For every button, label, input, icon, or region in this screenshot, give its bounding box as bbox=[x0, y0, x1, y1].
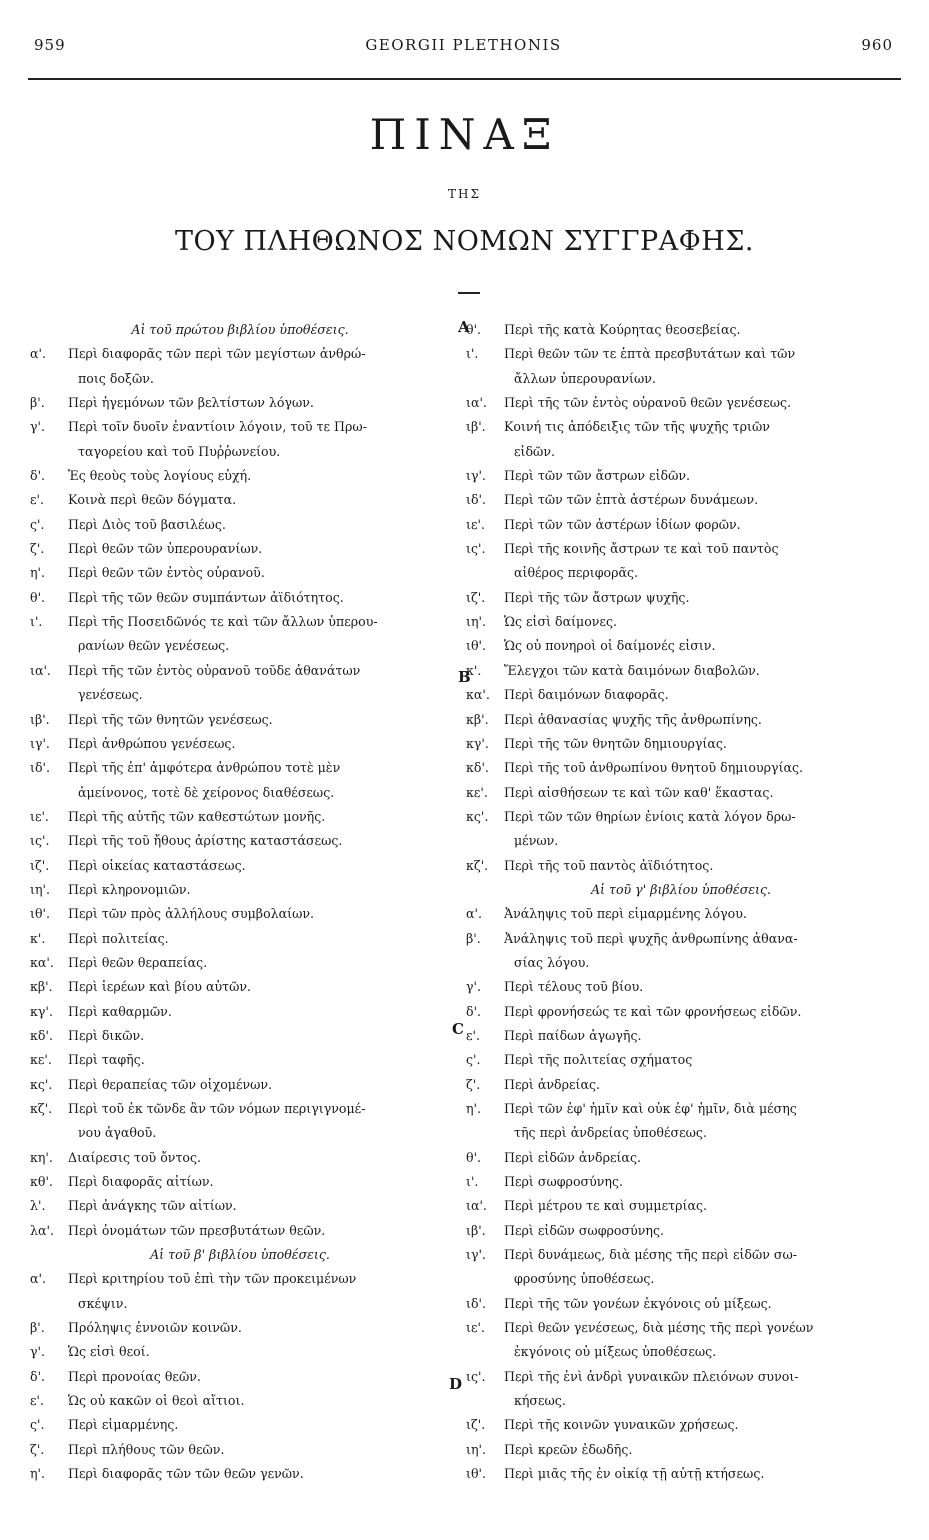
entry-continuation: ἐκγόνοις οὐ μίξεως ὑποθέσεως. bbox=[514, 1344, 717, 1360]
toc-entry bbox=[30, 464, 450, 488]
entry-number: ιγ'. bbox=[466, 1247, 486, 1263]
sub-title: ΤΗΣ bbox=[448, 187, 481, 201]
entry-text: Περὶ οἰκείας καταστάσεως. bbox=[68, 857, 246, 873]
toc-entry bbox=[466, 756, 896, 780]
toc-entry bbox=[30, 342, 450, 366]
entry-text: Περὶ θεῶν τῶν ἐντὸς οὐρανοῦ. bbox=[68, 565, 265, 581]
entry-text: Περὶ θεῶν τῶν τε ἑπτὰ πρεσβυτάτων καὶ τῶν bbox=[504, 346, 796, 362]
toc-entry bbox=[466, 1438, 896, 1462]
entry-number: ιη'. bbox=[30, 881, 50, 897]
entry-continuation: σκέψιν. bbox=[78, 1295, 128, 1311]
entry-number: κς'. bbox=[30, 1076, 53, 1092]
toc-entry bbox=[30, 1316, 450, 1340]
entry-continuation: νου ἀγαθοῦ. bbox=[78, 1125, 157, 1141]
entry-number: κη'. bbox=[30, 1149, 53, 1165]
toc-entry bbox=[30, 1438, 450, 1462]
entry-text: Περὶ τῆς ἑνὶ ἀνδρὶ γυναικῶν πλειόνων συνοι- bbox=[504, 1368, 799, 1384]
toc-entry bbox=[30, 732, 450, 756]
entry-text: Περὶ δαιμόνων διαφορᾶς. bbox=[504, 687, 669, 703]
toc-entry bbox=[466, 318, 896, 342]
entry-number: ιθ'. bbox=[466, 638, 486, 654]
entry-number: ιβ'. bbox=[466, 1222, 486, 1238]
entry-number: α'. bbox=[30, 1271, 46, 1287]
toc-entry bbox=[466, 513, 896, 537]
toc-entry bbox=[30, 708, 450, 732]
toc-entry bbox=[30, 1024, 450, 1048]
section-heading: Αἱ τοῦ γ' βιβλίου ὑποθέσεις. bbox=[590, 881, 772, 897]
entry-text: Περὶ ἀνάγκης τῶν αἰτίων. bbox=[68, 1198, 237, 1214]
entry-text: Περὶ τῆς τῶν θνητῶν γενέσεως. bbox=[68, 711, 273, 727]
toc-entry bbox=[30, 1048, 450, 1072]
entry-continuation: κήσεως. bbox=[514, 1393, 566, 1409]
header-rule bbox=[28, 78, 901, 80]
entry-number: α'. bbox=[466, 906, 482, 922]
entry-number: κ'. bbox=[30, 930, 46, 946]
entry-number: β'. bbox=[30, 395, 45, 411]
main-title: ΠΙΝΑΞ bbox=[369, 110, 560, 159]
entry-number: η'. bbox=[30, 565, 46, 581]
toc-entry bbox=[466, 391, 896, 415]
entry-number: ι'. bbox=[466, 1174, 479, 1190]
entry-number: ιθ'. bbox=[466, 1466, 486, 1482]
toc-entry bbox=[30, 561, 450, 585]
toc-entry bbox=[466, 902, 896, 926]
entry-text: Περὶ τῶν τῶν ἄστρων εἰδῶν. bbox=[504, 468, 691, 484]
entry-continuation: σίας λόγου. bbox=[514, 954, 590, 970]
toc-entry bbox=[30, 1413, 450, 1437]
toc-entry bbox=[466, 1097, 896, 1121]
toc-entry bbox=[30, 1267, 450, 1291]
toc-entry bbox=[466, 586, 896, 610]
page-number-left: 959 bbox=[34, 36, 66, 54]
entry-number: ε'. bbox=[466, 1027, 480, 1043]
entry-text: Περὶ τοῖν δυοῖν ἐναντίοιν λόγοιν, τοῦ τε Πρω- bbox=[68, 419, 367, 435]
entry-number: γ'. bbox=[30, 419, 45, 435]
toc-entry bbox=[30, 1365, 450, 1389]
toc-entry bbox=[30, 1073, 450, 1097]
entry-number: ις'. bbox=[466, 1368, 486, 1384]
entry-continuation: τῆς περὶ ἀνδρείας ὑποθέσεως. bbox=[514, 1125, 707, 1141]
toc-entry bbox=[466, 1194, 896, 1218]
entry-number: γ'. bbox=[466, 979, 481, 995]
entry-text: Ὡς οὐ κακῶν οἱ θεοὶ αἴτιοι. bbox=[68, 1393, 245, 1409]
toc-entry bbox=[466, 1365, 896, 1389]
toc-entry bbox=[30, 1389, 450, 1413]
entry-continuation: ρανίων θεῶν γενέσεως. bbox=[78, 638, 230, 654]
toc-entry bbox=[30, 391, 450, 415]
entry-text: Περὶ τῆς τῶν ἄστρων ψυχῆς. bbox=[504, 589, 690, 605]
entry-text: Περὶ ἀθανασίας ψυχῆς τῆς ἀνθρωπίνης. bbox=[504, 711, 762, 727]
entry-text: Ἀνάληψις τοῦ περὶ ψυχῆς ἀνθρωπίνης ἀθανα- bbox=[504, 930, 798, 946]
title-dash bbox=[458, 292, 480, 294]
entry-text: Περὶ πολιτείας. bbox=[68, 930, 169, 946]
margin-letter-c: C bbox=[452, 1020, 464, 1038]
entry-number: κγ'. bbox=[30, 1003, 53, 1019]
toc-entry bbox=[466, 1292, 896, 1316]
toc-entry bbox=[30, 1000, 450, 1024]
entry-number: ιβ'. bbox=[30, 711, 50, 727]
toc-entry bbox=[30, 1146, 450, 1170]
entry-number: ς'. bbox=[466, 1052, 481, 1068]
entry-number: λ'. bbox=[30, 1198, 46, 1214]
entry-text: Περὶ εἰδῶν σωφροσύνης. bbox=[504, 1222, 665, 1238]
entry-text: Περὶ τοῦ ἐκ τῶνδε ἂν τῶν νόμων περιγιγνομέ- bbox=[68, 1101, 366, 1116]
entry-text: Περὶ Διὸς τοῦ βασιλέως. bbox=[68, 516, 226, 532]
entry-text: Περὶ μέτρου τε καὶ συμμετρίας. bbox=[504, 1198, 708, 1214]
toc-entry bbox=[466, 1413, 896, 1437]
entry-text: Περὶ τῶν τῶν ἀστέρων ἰδίων φορῶν. bbox=[504, 516, 741, 532]
toc-entry bbox=[466, 732, 896, 756]
toc-entry bbox=[30, 854, 450, 878]
toc-entry bbox=[466, 610, 896, 634]
toc-entry bbox=[30, 610, 450, 634]
running-head bbox=[34, 36, 893, 58]
entry-text: Περὶ τῆς τοῦ ἤθους ἀρίστης καταστάσεως. bbox=[68, 833, 343, 849]
toc-entry bbox=[30, 537, 450, 561]
entry-continuation: ἀμείνονος, τοτὲ δὲ χείρονος διαθέσεως. bbox=[78, 784, 335, 800]
entry-number: δ'. bbox=[466, 1003, 482, 1019]
entry-text: Περὶ ταφῆς. bbox=[68, 1052, 145, 1068]
toc-entry bbox=[466, 1219, 896, 1243]
toc-entry bbox=[466, 634, 896, 658]
entry-number: ις'. bbox=[466, 541, 486, 557]
toc-entry bbox=[466, 1316, 896, 1340]
entry-text: Περὶ τῆς τῶν ἐντὸς οὐρανοῦ τοῦδε ἀθανάτων bbox=[68, 662, 361, 678]
entry-text: Περὶ πλήθους τῶν θεῶν. bbox=[68, 1441, 225, 1457]
entry-number: ζ'. bbox=[30, 1441, 45, 1457]
entry-number: κζ'. bbox=[466, 857, 489, 873]
toc-entry bbox=[466, 805, 896, 829]
toc-entry bbox=[30, 756, 450, 780]
entry-text: Περὶ διαφορᾶς αἰτίων. bbox=[68, 1174, 214, 1190]
running-title: GEORGII PLETHONIS bbox=[365, 36, 562, 54]
entry-number: κβ'. bbox=[466, 711, 489, 727]
entry-text: Περὶ διαφορᾶς τῶν περὶ τῶν μεγίστων ἀνθρώ- bbox=[68, 346, 366, 362]
entry-number: γ'. bbox=[30, 1344, 45, 1360]
work-title: ΤΟΥ ΠΛΗΘΩΝΟΣ ΝΟΜΩΝ ΣΥΓΓΡΑΦΗΣ. bbox=[175, 226, 754, 257]
toc-entry bbox=[30, 586, 450, 610]
toc-entry bbox=[30, 1340, 450, 1364]
toc-entry bbox=[30, 488, 450, 512]
entry-number: ια'. bbox=[466, 1198, 487, 1214]
entry-text: Περὶ καθαρμῶν. bbox=[68, 1003, 172, 1019]
entry-number: κα'. bbox=[30, 954, 54, 970]
toc-entry bbox=[30, 1170, 450, 1194]
entry-continuation: ἄλλων ὑπερουρανίων. bbox=[514, 370, 656, 386]
entry-number: ς'. bbox=[30, 1417, 45, 1433]
entry-number: κγ'. bbox=[466, 735, 489, 751]
entry-number: κθ'. bbox=[30, 1174, 53, 1190]
entry-text: Περὶ τῶν ἐφ' ἡμῖν καὶ οὐκ ἐφ' ἡμῖν, διὰ μέσης bbox=[504, 1101, 797, 1116]
margin-letter-a: A bbox=[458, 318, 470, 336]
toc-entry bbox=[466, 342, 896, 366]
toc-entry bbox=[466, 1024, 896, 1048]
toc-entry bbox=[30, 927, 450, 951]
entry-number: ιδ'. bbox=[466, 1295, 486, 1311]
entry-text: Περὶ τῆς τοῦ παντὸς ἀϊδιότητος. bbox=[504, 857, 714, 873]
toc-entry bbox=[466, 781, 896, 805]
entry-number: η'. bbox=[30, 1466, 46, 1482]
entry-text: Περὶ φρονήσεώς τε καὶ τῶν φρονήσεως εἰδῶν. bbox=[504, 1003, 802, 1019]
entry-number: δ'. bbox=[30, 1368, 46, 1384]
entry-number: θ'. bbox=[466, 1149, 482, 1165]
entry-text: Ἐς θεοὺς τοὺς λογίους εὐχή. bbox=[68, 468, 252, 484]
margin-letter-b: B bbox=[458, 668, 471, 686]
entry-number: ιζ'. bbox=[466, 589, 486, 605]
entry-continuation: φροσύνης ὑποθέσεως. bbox=[514, 1271, 655, 1287]
entry-text: Περὶ θεῶν θεραπείας. bbox=[68, 954, 208, 970]
entry-text: Ὡς εἰσὶ θεοί. bbox=[68, 1344, 150, 1360]
toc-entry bbox=[466, 1462, 896, 1486]
entry-number: κε'. bbox=[30, 1052, 52, 1068]
section-heading: Αἱ τοῦ β' βιβλίου ὑποθέσεις. bbox=[150, 1247, 330, 1263]
toc-entry bbox=[30, 975, 450, 999]
toc-entry bbox=[30, 805, 450, 829]
entry-number: κ'. bbox=[466, 662, 482, 678]
entry-number: η'. bbox=[466, 1101, 482, 1116]
entry-text: Περὶ προνοίας θεῶν. bbox=[68, 1368, 201, 1384]
entry-number: δ'. bbox=[30, 468, 46, 484]
toc-entry bbox=[30, 902, 450, 926]
toc-entry bbox=[466, 708, 896, 732]
entry-text: Περὶ τῆς τῶν γονέων ἐκγόνοις οὐ μίξεως. bbox=[504, 1295, 772, 1311]
toc-entry bbox=[466, 1048, 896, 1072]
entry-number: ε'. bbox=[30, 492, 44, 508]
entry-number: ιγ'. bbox=[466, 468, 486, 484]
entry-number: κδ'. bbox=[466, 760, 489, 776]
entry-text: Περὶ τῶν τῶν ἑπτὰ ἀστέρων δυνάμεων. bbox=[504, 492, 759, 508]
toc-entry bbox=[30, 659, 450, 683]
entry-number: ιε'. bbox=[30, 808, 49, 824]
entry-number: ιδ'. bbox=[30, 760, 50, 776]
entry-text: Περὶ εἰδῶν ἀνδρείας. bbox=[504, 1149, 641, 1165]
entry-continuation: γενέσεως. bbox=[78, 687, 143, 703]
entry-text: Περὶ ἱερέων καὶ βίου αὐτῶν. bbox=[68, 979, 252, 995]
toc-entry bbox=[466, 1170, 896, 1194]
toc-entry bbox=[466, 683, 896, 707]
entry-number: ιε'. bbox=[466, 516, 485, 532]
toc-entry bbox=[30, 951, 450, 975]
toc-entry bbox=[466, 488, 896, 512]
toc-entry bbox=[466, 464, 896, 488]
toc-entry bbox=[30, 1462, 450, 1486]
entry-number: κς'. bbox=[466, 808, 489, 824]
entry-text: Περὶ τέλους τοῦ βίου. bbox=[504, 979, 644, 995]
entry-number: ια'. bbox=[466, 395, 487, 411]
entry-number: κβ'. bbox=[30, 979, 53, 995]
entry-text: Περὶ τῆς τῶν θεῶν συμπάντων ἀϊδιότητος. bbox=[68, 589, 344, 605]
entry-continuation: αἰθέρος περιφορᾶς. bbox=[514, 565, 639, 581]
entry-number: κδ'. bbox=[30, 1027, 53, 1043]
entry-text: Περὶ κρεῶν ἐδωδῆς. bbox=[504, 1441, 633, 1457]
toc-entry bbox=[466, 927, 896, 951]
toc-entry bbox=[466, 1073, 896, 1097]
entry-continuation: εἰδῶν. bbox=[514, 443, 555, 459]
entry-number: ζ'. bbox=[30, 541, 45, 557]
entry-text: Περὶ κριτηρίου τοῦ ἐπὶ τὴν τῶν προκειμένων bbox=[68, 1271, 357, 1287]
toc-entry bbox=[466, 1146, 896, 1170]
section-heading: Αἱ τοῦ πρώτου βιβλίου ὑποθέσεις. bbox=[131, 322, 349, 337]
entry-text: Περὶ τῆς πολιτείας σχήματος bbox=[504, 1052, 693, 1068]
entry-text: Περὶ σωφροσύνης. bbox=[504, 1174, 624, 1190]
entry-number: ιθ'. bbox=[30, 906, 50, 922]
toc-entry bbox=[466, 537, 896, 561]
page-number-right: 960 bbox=[861, 36, 893, 54]
entry-number: ιγ'. bbox=[30, 735, 50, 751]
entry-continuation: μένων. bbox=[514, 833, 559, 849]
entry-number: θ'. bbox=[466, 322, 482, 337]
entry-number: ιη'. bbox=[466, 1441, 486, 1457]
entry-text: Περὶ τῆς Ποσειδῶνός τε καὶ τῶν ἄλλων ὑπερου- bbox=[68, 614, 378, 630]
entry-number: ιδ'. bbox=[466, 492, 486, 508]
toc-entry bbox=[30, 878, 450, 902]
entry-text: Περὶ τῆς τῶν θνητῶν δημιουργίας. bbox=[504, 735, 727, 751]
entry-number: ι'. bbox=[30, 614, 43, 630]
entry-text: Περὶ ὀνομάτων τῶν πρεσβυτάτων θεῶν. bbox=[68, 1222, 326, 1238]
toc-entry bbox=[466, 1243, 896, 1267]
toc-entry bbox=[466, 659, 896, 683]
entry-text: Περὶ δυνάμεως, διὰ μέσης τῆς περὶ εἰδῶν σω- bbox=[504, 1247, 798, 1263]
entry-number: β'. bbox=[30, 1320, 45, 1336]
entry-text: Περὶ ἀνθρώπου γενέσεως. bbox=[68, 735, 236, 751]
entry-number: ις'. bbox=[30, 833, 50, 849]
entry-text: Ἔλεγχοι τῶν κατὰ δαιμόνων διαβολῶν. bbox=[504, 662, 760, 678]
entry-text: Πρόληψις ἐννοιῶν κοινῶν. bbox=[68, 1320, 242, 1336]
entry-number: κα'. bbox=[466, 687, 490, 703]
entry-text: Περὶ παίδων ἀγωγῆς. bbox=[504, 1027, 642, 1043]
entry-text: Περὶ ἀνδρείας. bbox=[504, 1076, 601, 1092]
entry-text: Περὶ τῶν πρὸς ἀλλήλους συμβολαίων. bbox=[68, 906, 315, 922]
entry-text: Περὶ τῆς ἐπ' ἀμφότερα ἀνθρώπου τοτὲ μὲν bbox=[68, 760, 341, 776]
entry-text: Κοινὰ περὶ θεῶν δόγματα. bbox=[68, 492, 237, 508]
entry-text: Περὶ κληρονομιῶν. bbox=[68, 881, 191, 897]
entry-text: Διαίρεσις τοῦ ὄντος. bbox=[68, 1149, 202, 1165]
entry-text: Περὶ τῆς κατὰ Κούρητας θεοσεβείας. bbox=[504, 322, 741, 337]
toc-entry bbox=[30, 829, 450, 853]
margin-letter-d: D bbox=[449, 1375, 463, 1393]
entry-number: ε'. bbox=[30, 1393, 44, 1409]
entry-text: Περὶ εἱμαρμένης. bbox=[68, 1417, 179, 1433]
toc-entry bbox=[466, 854, 896, 878]
entry-text: Περὶ τῆς κοινῆς ἄστρων τε καὶ τοῦ παντὸς bbox=[504, 541, 779, 557]
entry-text: Περὶ μιᾶς τῆς ἐν οἰκίᾳ τῇ αὐτῇ κτήσεως. bbox=[504, 1466, 765, 1482]
entry-text: Ὡς οὐ πονηροὶ οἱ δαίμονές εἰσιν. bbox=[504, 638, 716, 654]
entry-text: Περὶ θεῶν τῶν ὑπερουρανίων. bbox=[68, 541, 263, 557]
entry-number: ς'. bbox=[30, 516, 45, 532]
entry-text: Περὶ θεραπείας τῶν οἰχομένων. bbox=[68, 1076, 273, 1092]
entry-text: Ὡς εἰσὶ δαίμονες. bbox=[504, 614, 618, 630]
entry-text: Περὶ δικῶν. bbox=[68, 1027, 145, 1043]
toc-entry bbox=[30, 415, 450, 439]
entry-number: ι'. bbox=[466, 346, 479, 362]
toc-entry bbox=[466, 1000, 896, 1024]
entry-number: β'. bbox=[466, 930, 481, 946]
entry-text: Κοινή τις ἀπόδειξις τῶν τῆς ψυχῆς τριῶν bbox=[504, 419, 770, 435]
entry-number: λα'. bbox=[30, 1222, 54, 1238]
entry-text: Περὶ τῆς τῶν ἐντὸς οὐρανοῦ θεῶν γενέσεως. bbox=[504, 395, 792, 411]
entry-text: Περὶ θεῶν γενέσεως, διὰ μέσης τῆς περὶ γονέων bbox=[504, 1320, 814, 1336]
entry-number: ιη'. bbox=[466, 614, 486, 630]
right-column bbox=[466, 318, 896, 1487]
entry-number: κζ'. bbox=[30, 1101, 53, 1116]
entry-number: ιζ'. bbox=[30, 857, 50, 873]
entry-text: Περὶ τῆς τοῦ ἀνθρωπίνου θνητοῦ δημιουργίας. bbox=[504, 760, 804, 776]
toc-entry bbox=[30, 513, 450, 537]
entry-text: Περὶ τῆς αὐτῆς τῶν καθεστώτων μονῆς. bbox=[68, 808, 326, 824]
entry-number: θ'. bbox=[30, 589, 46, 605]
entry-number: α'. bbox=[30, 346, 46, 362]
toc-entry bbox=[30, 1219, 450, 1243]
entry-number: ιζ'. bbox=[466, 1417, 486, 1433]
entry-text: Ἀνάληψις τοῦ περὶ εἱμαρμένης λόγου. bbox=[504, 906, 747, 922]
entry-continuation: ταγορείου καὶ τοῦ Πυῤῥωνείου. bbox=[78, 443, 281, 459]
entry-text: Περὶ τῶν τῶν θηρίων ἐνίοις κατὰ λόγον δρω- bbox=[504, 808, 796, 824]
entry-text: Περὶ αἰσθήσεων τε καὶ τῶν καθ' ἕκαστας. bbox=[504, 784, 774, 800]
left-column bbox=[30, 318, 450, 1487]
entry-text: Περὶ τῆς κοινῶν γυναικῶν χρήσεως. bbox=[504, 1417, 739, 1433]
entry-number: ιβ'. bbox=[466, 419, 486, 435]
entry-number: κε'. bbox=[466, 784, 488, 800]
entry-text: Περὶ διαφορᾶς τῶν τῶν θεῶν γενῶν. bbox=[68, 1466, 304, 1482]
toc-entry bbox=[30, 1097, 450, 1121]
toc-entry bbox=[466, 975, 896, 999]
entry-continuation: ποις δοξῶν. bbox=[78, 370, 154, 386]
entry-number: ια'. bbox=[30, 662, 51, 678]
toc-entry bbox=[30, 1194, 450, 1218]
entry-number: ζ'. bbox=[466, 1076, 481, 1092]
toc-entry bbox=[466, 415, 896, 439]
entry-text: Περὶ ἡγεμόνων τῶν βελτίστων λόγων. bbox=[68, 395, 314, 411]
entry-number: ιε'. bbox=[466, 1320, 485, 1336]
